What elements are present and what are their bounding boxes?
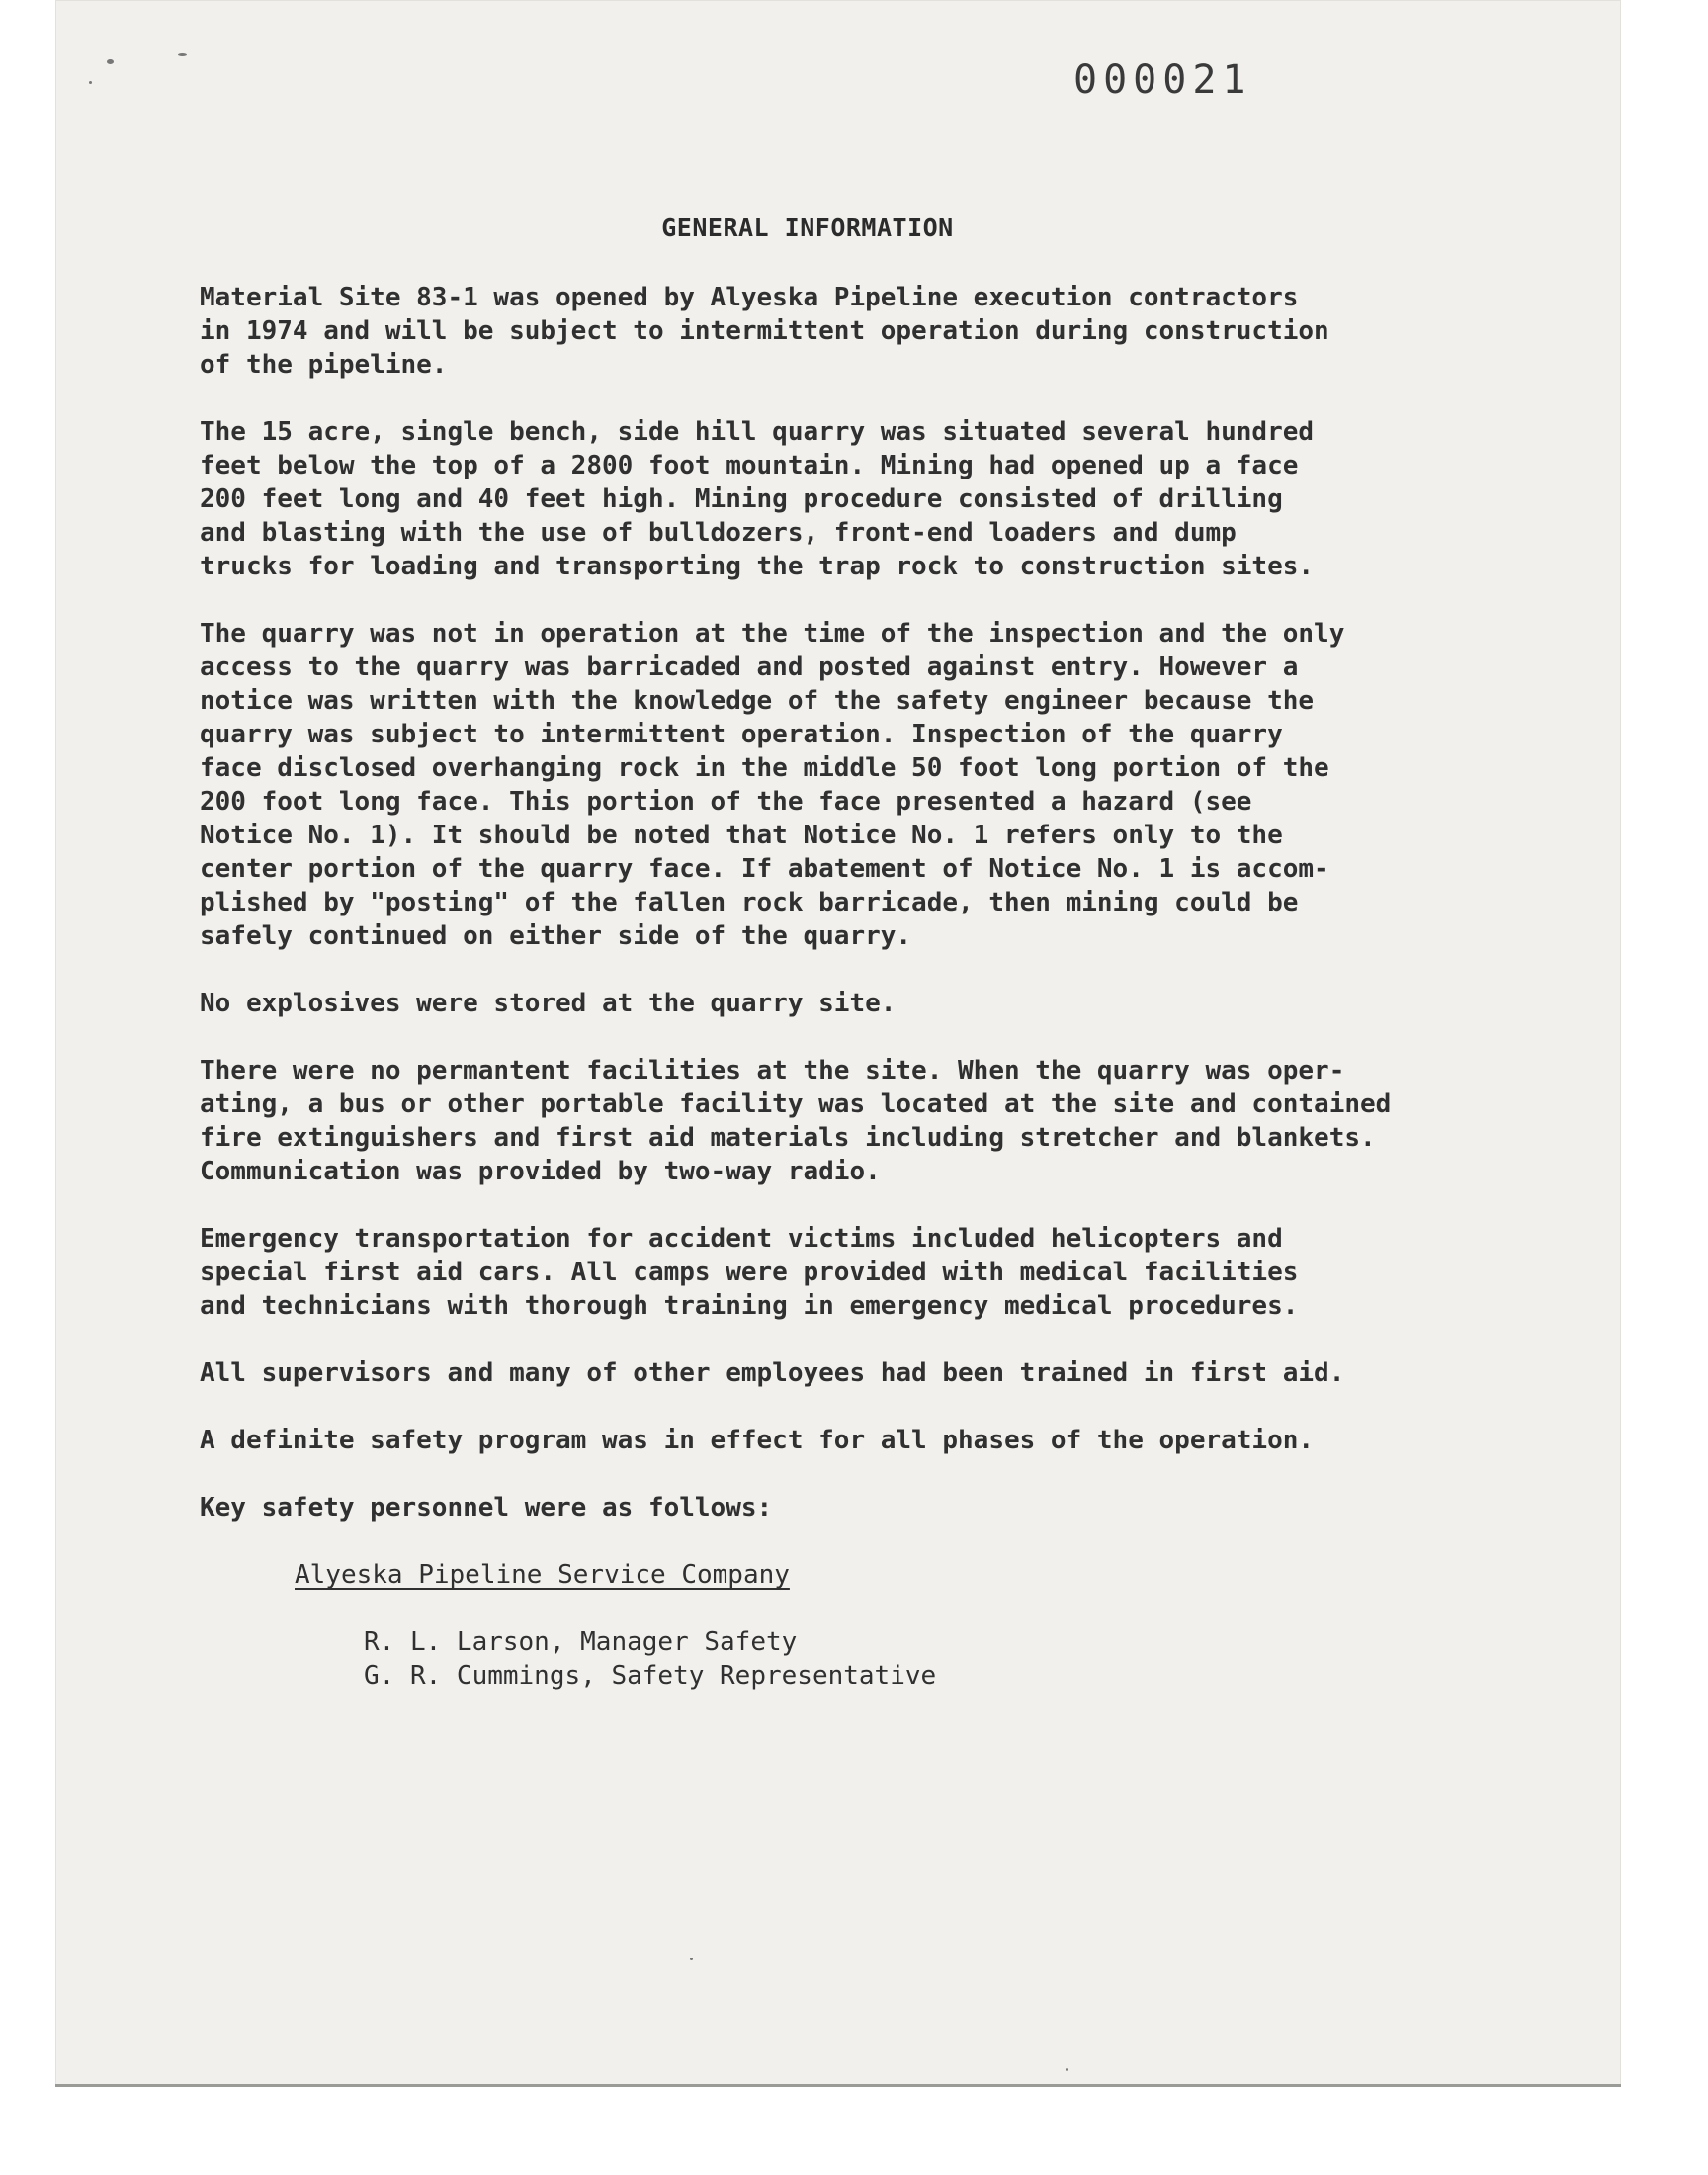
scan-speck	[89, 81, 92, 84]
paragraph: No explosives were stored at the quarry site.	[200, 989, 897, 1018]
paragraph: There were no permantent facilities at the site. When the quarry was oper- ating, a bus or other portable facility was located at the site and contained fire extinguishers and first aid materials including stretcher and blankets. Communication was provided by two-way radio.	[200, 1056, 1392, 1186]
company-heading: Alyeska Pipeline Service Company	[295, 1560, 790, 1590]
personnel-entry: R. L. Larson, Manager Safety	[364, 1627, 798, 1657]
personnel-entry: G. R. Cummings, Safety Representative	[364, 1661, 937, 1691]
paragraph: The 15 acre, single bench, side hill quarry was situated several hundred feet below the top of a 2800 foot mountain. Mining had opened up a face 200 feet long and 40 feet high. Mining procedure consisted of drilling and blasting with the use of bulldozers, front-end loaders and dump trucks for loading and transporting the trap rock to construction sites.	[200, 417, 1315, 581]
paragraph: A definite safety program was in effect for all phases of the operation.	[200, 1426, 1315, 1455]
document-number: 000021	[1073, 57, 1252, 103]
paragraph: The quarry was not in operation at the time of the inspection and the only access to the quarry was barricaded and posted against entry. However a notice was written with the knowledge of the safety engineer because the quarry was subject to intermittent operation. Inspection of the quarry face disclosed overhanging rock in the middle 50 foot long portion of the 200 foot long face. This portion of the face presented a hazard (see Notice No. 1). It should be noted that Notice No. 1 refers only to the center portion of the quarry face. If abatement of Notice No. 1 is accom- plished by "posting" of the fallen rock barricade, then mining could be safely continued on either side of the quarry.	[200, 619, 1345, 951]
scan-speck	[1066, 2068, 1068, 2071]
paragraph: Key safety personnel were as follows:	[200, 1493, 773, 1522]
paragraph: All supervisors and many of other employees had been trained in first aid.	[200, 1358, 1345, 1388]
scan-speck	[690, 1958, 693, 1960]
page-bottom-edge	[55, 2084, 1621, 2087]
paragraph: Material Site 83-1 was opened by Alyeska Pipeline execution contractors in 1974 and will be subject to intermittent operation during construction of the pipeline.	[200, 283, 1329, 380]
paragraph: Emergency transportation for accident victims included helicopters and special first aid cars. All camps were provided with medical facilities and technicians with thorough training in emergency medical procedures.	[200, 1224, 1299, 1321]
document-body	[200, 281, 1524, 1693]
scan-speck	[107, 59, 114, 64]
page-title: GENERAL INFORMATION	[661, 214, 954, 242]
scan-speck	[178, 53, 187, 56]
